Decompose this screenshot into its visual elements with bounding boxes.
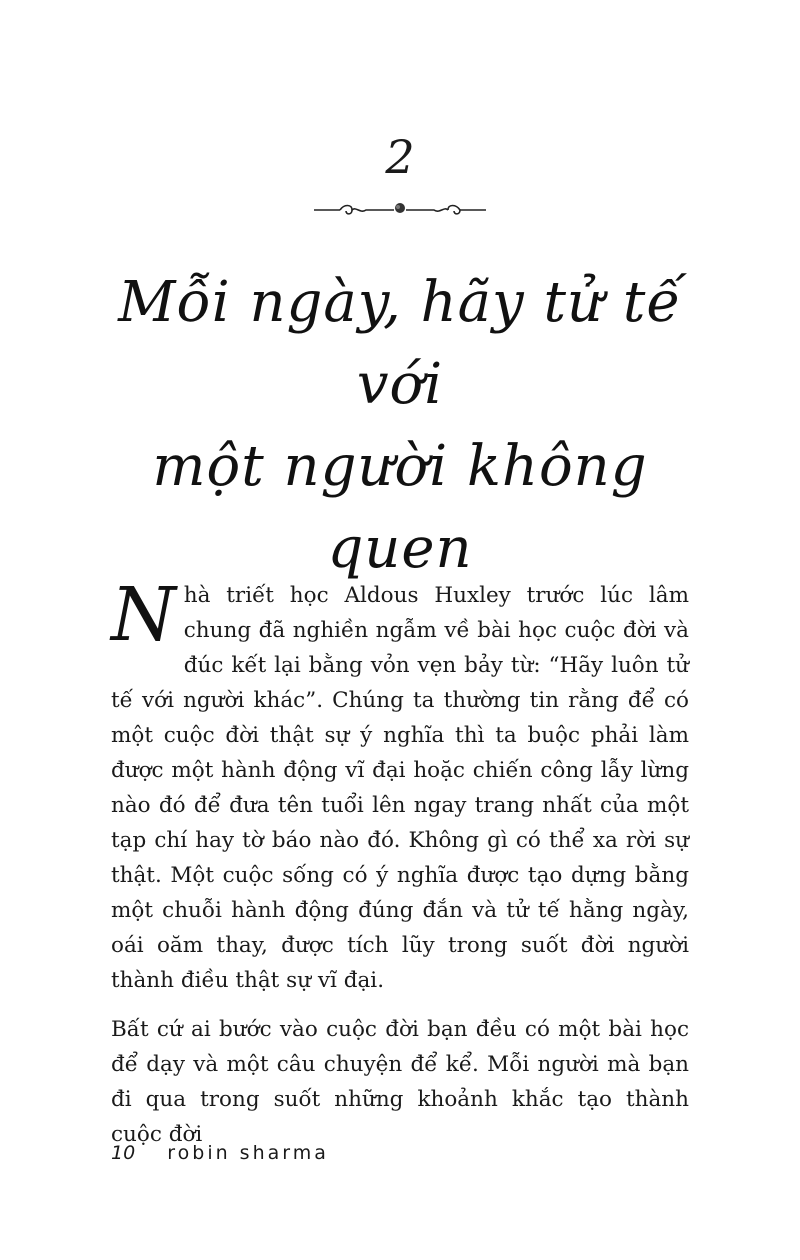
- paragraph-2: Bất cứ ai bước vào cuộc đời bạn đều có một bài học để dạy và một câu chuyện để kể. Mỗi người mà bạn đi qua trong suốt những khoảnh khắc tạo thành cuộc đời: [111, 1017, 689, 1147]
- chapter-title-line-1: Mỗi ngày, hãy tử tế với: [118, 270, 682, 417]
- body-text: [111, 572, 689, 1166]
- chapter-number: 2: [385, 130, 415, 184]
- chapter-title: [80, 262, 720, 590]
- page-number: 10: [111, 1142, 136, 1164]
- page-footer: [111, 1142, 329, 1164]
- flourish-divider-icon: [310, 198, 490, 222]
- paragraph-1: [111, 572, 689, 998]
- drop-cap: N: [111, 572, 176, 658]
- paragraph-1-text: hà triết học Aldous Huxley trước lúc lâm chung đã nghiền ngẫm về bài học cuộc đời và đúc kết lại bằng vỏn vẹn bảy từ: “Hãy luôn tử tế với người khác”. Chúng ta thường tin rằng để có một cuộc đời thật sự ý nghĩa thì ta buộc phải làm được một hành động vĩ đại hoặc chiến công lẫy lừng nào đó để đưa tên tuổi lên ngay trang nhất của một tạp chí hay tờ báo nào đó. Không gì có thể xa rời sự thật. Một cuộc sống có ý nghĩa được tạo dựng bằng một chuỗi hành động đúng đắn và tử tế hằng ngày, oái oăm thay, được tích lũy trong suốt đời người thành điều thật sự vĩ đại.: [111, 583, 689, 993]
- author-name: robin sharma: [167, 1142, 329, 1164]
- chapter-title-line-2: một người không quen: [152, 434, 648, 581]
